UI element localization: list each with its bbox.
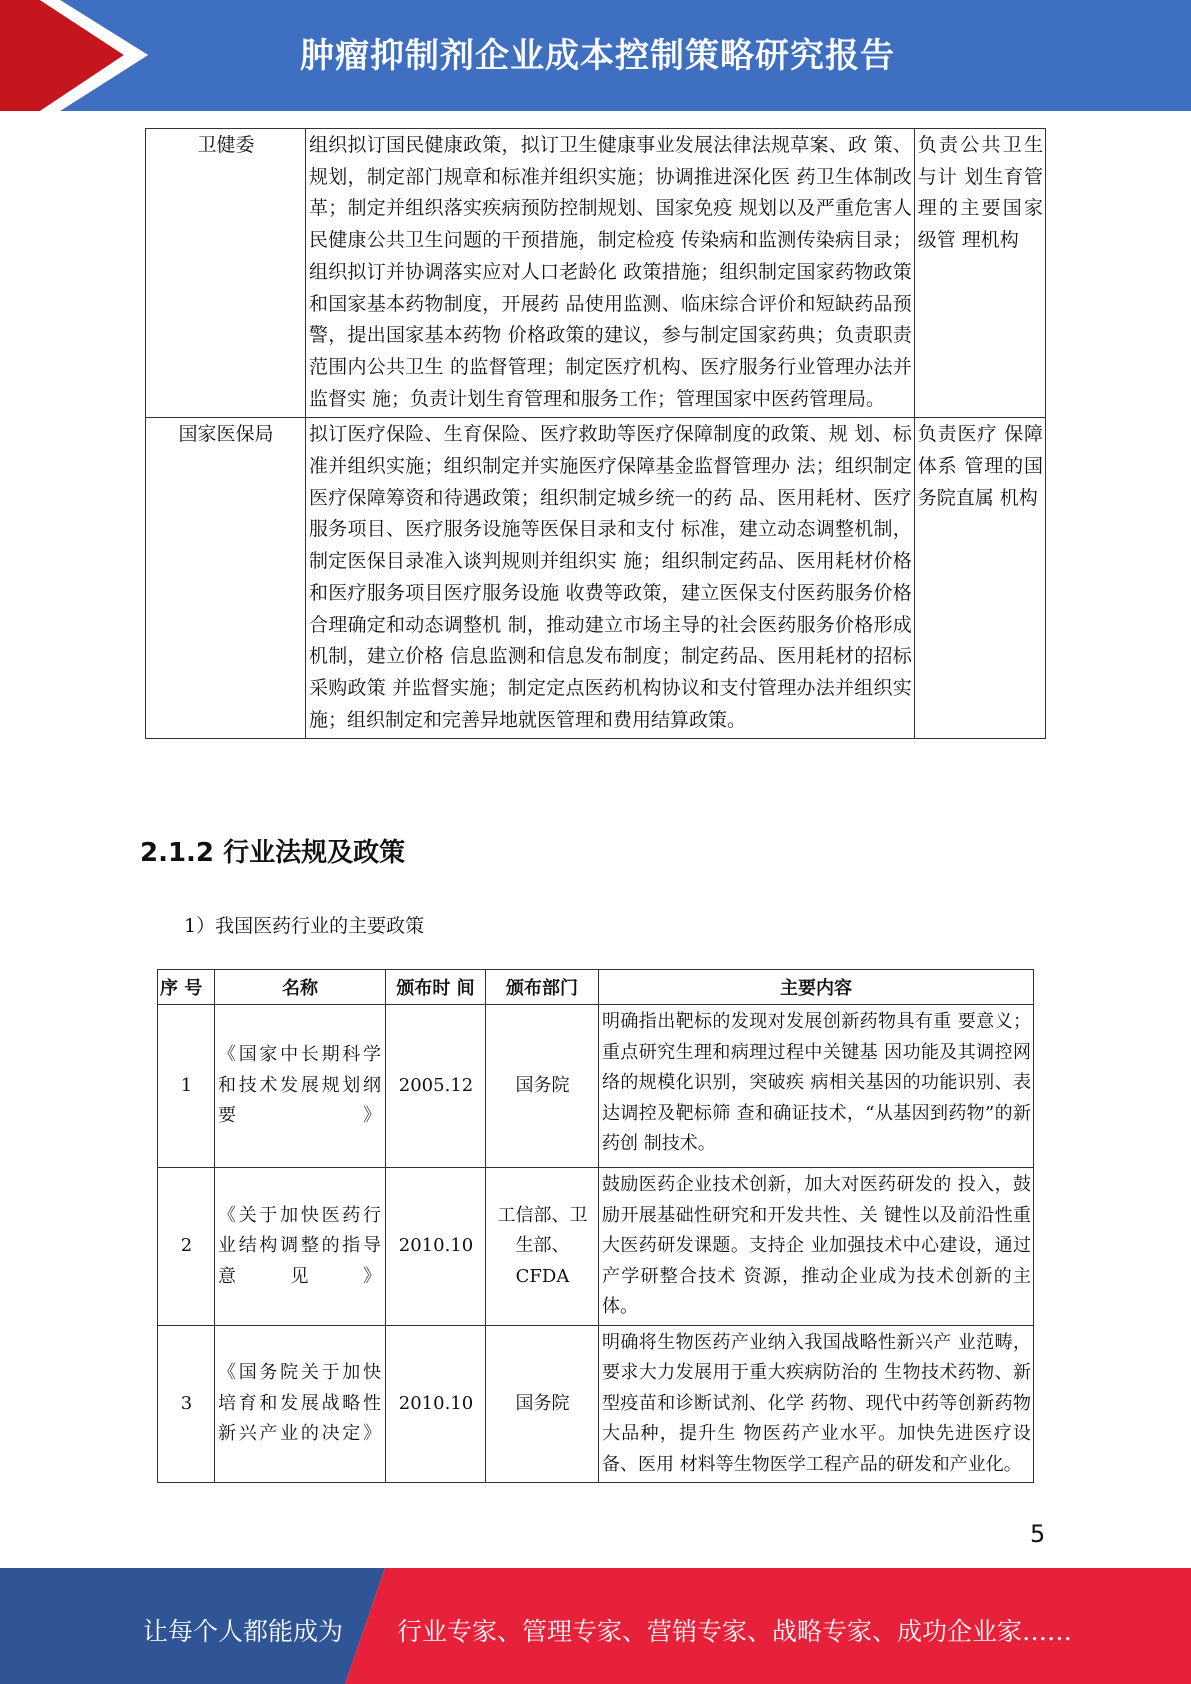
column-header-dept: 颁布部门 (486, 970, 599, 1005)
policy-name: 《关于加快医药行业结构调整的指导意见》 (215, 1168, 386, 1326)
policy-content: 明确将生物医药产业纳入我国战略性新兴产 业范畴，要求大力发展用于重大疾病防治的 生物技术药物、新型疫苗和诊断试剂、化学 药物、现代中药等创新药物大品种，提升生 物医药产业水平。加快先进医疗设备、医用 材料等生物医学工程产品的研发和产业化。 (599, 1325, 1034, 1483)
table-row (158, 1325, 1034, 1483)
policy-date: 2010.10 (386, 1325, 486, 1483)
page-footer (0, 1568, 1191, 1684)
policy-no: 1 (158, 1005, 215, 1168)
policy-dept: 国务院 (486, 1005, 599, 1168)
agency-description: 拟订医疗保险、生育保险、医疗救助等医疗保障制度的政策、规 划、标准并组织实施；组织制定并实施医疗保障基金监督管理办 法；组织制定医疗保障筹资和待遇政策；组织制定城乡统一的药 品、医用耗材、医疗服务项目、医疗服务设施等医保目录和支付 标准，建立动态调整机制，制定医保目录准入谈判规则并组织实 施；组织制定药品、医用耗材价格和医疗服务项目医疗服务设施 收费等政策，建立医保支付医药服务价格合理确定和动态调整机 制，推动建立市场主导的社会医药服务价格形成机制，建立价格 信息监测和信息发布制度；制定药品、医用耗材的招标采购政策 并监督实施；制定定点医药机构协议和支付管理办法并组织实 施；组织制定和完善异地就医管理和费用结算政策。 (305, 418, 914, 739)
section-heading: 2.1.2 行业法规及政策 (140, 838, 406, 868)
column-header-no: 序 号 (158, 970, 215, 1005)
agency-name: 卫健委 (146, 129, 306, 418)
agency-role: 负责公共卫生与计 划生育管 理的主要国家级管 理机构 (914, 129, 1045, 418)
policy-dept: 工信部、卫生部、CFDA (486, 1168, 599, 1326)
policy-content: 明确指出靶标的发现对发展创新药物具有重 要意义；重点研究生理和病理过程中关键基 因功能及其调控网络的规模化识别，突破疾 病相关基因的功能识别、表达调控及靶标筛 查和确证技术，“从基因到药物”的新药创 制技术。 (599, 1005, 1034, 1168)
footer-slogan-right: 行业专家、管理专家、营销专家、战略专家、成功企业家…… (397, 1617, 1073, 1646)
policy-date: 2010.10 (386, 1168, 486, 1326)
column-header-name: 名称 (215, 970, 386, 1005)
section-subheading: 1）我国医药行业的主要政策 (184, 915, 425, 937)
policy-name: 《国务院关于加快培育和发展战略性新兴产业的决定》 (215, 1325, 386, 1483)
agency-description: 组织拟订国民健康政策，拟订卫生健康事业发展法律法规草案、政 策、规划，制定部门规章和标准并组织实施；协调推进深化医 药卫生体制改革；制定并组织落实疾病预防控制规划、国家免疫 规划以及严重危害人民健康公共卫生问题的干预措施，制定检疫 传染病和监测传染病目录；组织拟订并协调落实应对人口老龄化 政策措施；组织制定国家药物政策和国家基本药物制度，开展药 品使用监测、临床综合评价和短缺药品预警，提出国家基本药物 价格政策的建议，参与制定国家药典；负责职责范围内公共卫生 的监督管理；制定医疗机构、医疗服务行业管理办法并监督实 施；负责计划生育管理和服务工作；管理国家中医药管理局。 (305, 129, 914, 418)
policy-table (157, 969, 1034, 1483)
policy-date: 2005.12 (386, 1005, 486, 1168)
report-title: 肿瘤抑制剂企业成本控制策略研究报告 (300, 36, 895, 76)
column-header-content: 主要内容 (599, 970, 1034, 1005)
page-header (0, 0, 1191, 111)
policy-dept: 国务院 (486, 1325, 599, 1483)
agencies-table (145, 128, 1046, 739)
policy-no: 2 (158, 1168, 215, 1326)
page-number: 5 (1030, 1520, 1046, 1548)
policy-no: 3 (158, 1325, 215, 1483)
table-row (158, 1168, 1034, 1326)
agency-name: 国家医保局 (146, 418, 306, 739)
agency-role: 负责医疗 保障体系 管理的国 务院直属 机构 (914, 418, 1045, 739)
table-row (146, 129, 1046, 418)
column-header-date: 颁布时 间 (386, 970, 486, 1005)
table-row (158, 1005, 1034, 1168)
policy-content: 鼓励医药企业技术创新，加大对医药研发的 投入，鼓励开展基础性研究和开发共性、关 键性以及前沿性重大医药研发课题。支持企 业加强技术中心建设，通过产学研整合技术 资源，推动企业成为技术创新的主体。 (599, 1168, 1034, 1326)
footer-slogan-left: 让每个人都能成为 (143, 1617, 344, 1646)
table-row (146, 418, 1046, 739)
table-header-row (158, 970, 1034, 1005)
policy-name: 《国家中长期科学和技术发展规划纲要》 (215, 1005, 386, 1168)
